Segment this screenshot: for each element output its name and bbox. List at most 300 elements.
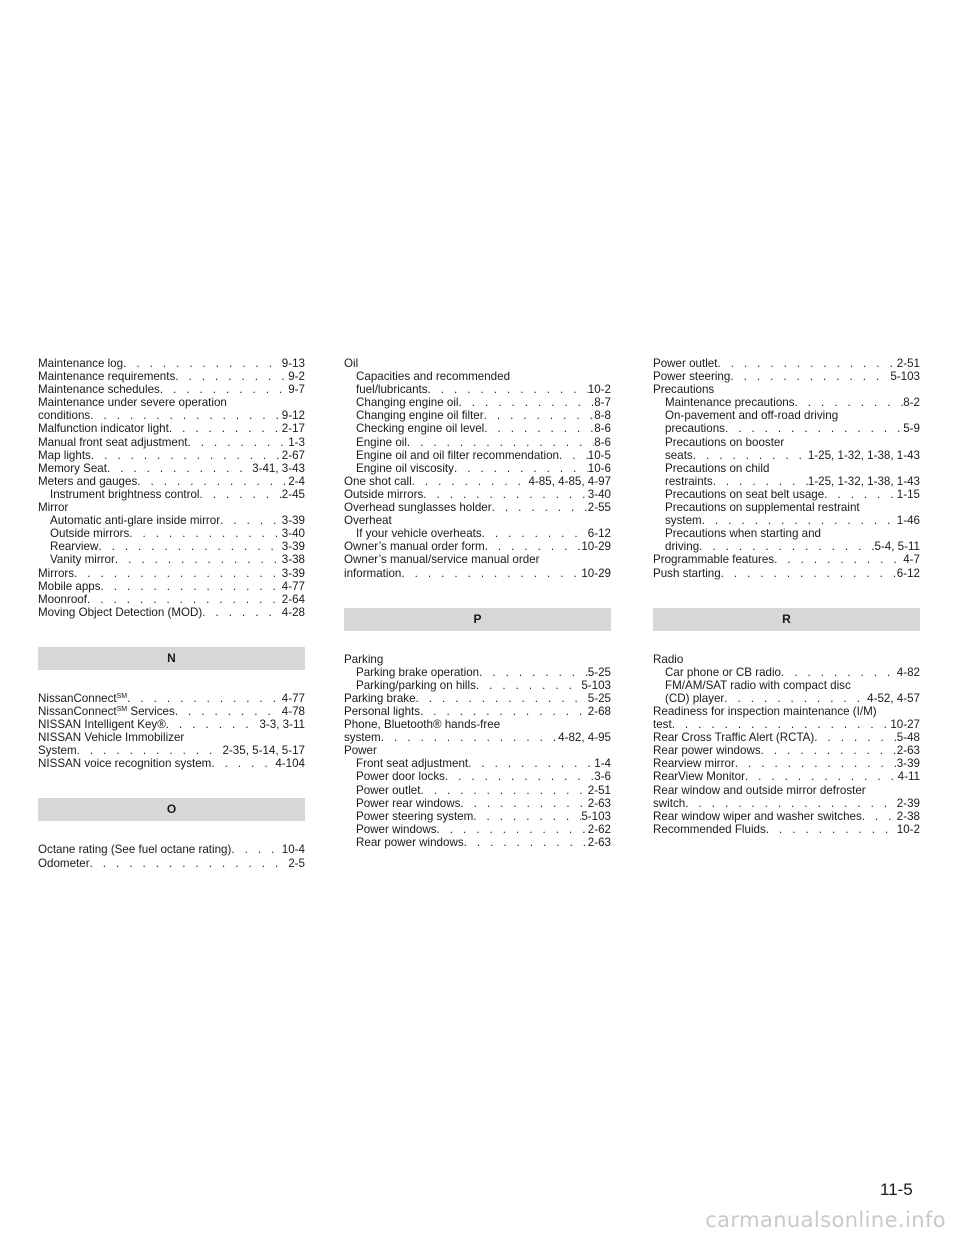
index-entry bbox=[344, 449, 611, 462]
entry-label: system bbox=[344, 731, 381, 745]
entry-label: NissanConnect bbox=[38, 691, 117, 705]
dot-leader bbox=[717, 357, 896, 370]
dot-leader bbox=[129, 527, 282, 540]
index-entry bbox=[653, 731, 920, 744]
index-column-1 bbox=[38, 357, 305, 870]
index-heading: Maintenance under severe operation bbox=[38, 396, 227, 410]
index-entry bbox=[344, 666, 611, 679]
entry-page-ref: 2-4 bbox=[288, 474, 305, 488]
index-entry bbox=[344, 436, 611, 449]
entry-label: Front seat adjustment bbox=[356, 757, 469, 771]
entry-page-ref: 4-82, 4-95 bbox=[558, 731, 611, 745]
dot-leader bbox=[460, 797, 587, 810]
dot-leader bbox=[713, 475, 808, 488]
dot-leader bbox=[464, 836, 588, 849]
entry-label: fuel/lubricants bbox=[356, 383, 428, 397]
index-heading: Owner’s manual/service manual order bbox=[344, 553, 540, 567]
index-entry bbox=[653, 718, 920, 731]
dot-leader bbox=[127, 692, 282, 705]
index-entry bbox=[344, 501, 611, 514]
entry-page-ref: 3-38 bbox=[281, 553, 305, 567]
index-entry bbox=[344, 396, 611, 409]
entry-label: Power outlet bbox=[356, 783, 421, 797]
entry-label: Parking brake operation bbox=[356, 665, 480, 679]
entry-page-ref: 2-64 bbox=[281, 592, 305, 606]
index-entry bbox=[38, 567, 305, 580]
dot-leader bbox=[77, 744, 223, 757]
dot-leader bbox=[107, 462, 252, 475]
page-number: 11-5 bbox=[880, 1180, 913, 1199]
entry-page-ref: 9-13 bbox=[281, 357, 305, 370]
dot-leader bbox=[479, 666, 588, 679]
index-entry bbox=[344, 784, 611, 797]
index-heading: Phone, Bluetooth® hands-free bbox=[344, 718, 501, 732]
index-entry bbox=[38, 843, 305, 856]
index-entry bbox=[653, 666, 920, 679]
entry-label: Recommended Fluids bbox=[653, 822, 766, 836]
index-entry bbox=[344, 810, 611, 823]
index-entry bbox=[344, 705, 611, 718]
dot-leader bbox=[693, 449, 808, 462]
dot-leader bbox=[200, 488, 282, 501]
index-entry bbox=[653, 567, 920, 580]
entry-page-ref: 8-6 bbox=[594, 435, 611, 449]
index-entry bbox=[38, 514, 305, 527]
index-entry bbox=[38, 606, 305, 619]
index-entry bbox=[38, 593, 305, 606]
index-entry bbox=[653, 540, 920, 553]
index-heading: Precautions when starting and bbox=[665, 527, 821, 541]
entry-label: Memory Seat bbox=[38, 461, 107, 475]
index-entry bbox=[344, 527, 611, 540]
index-heading: FM/AM/SAT radio with compact disc bbox=[665, 678, 851, 692]
dot-leader bbox=[74, 567, 282, 580]
index-entry bbox=[344, 488, 611, 501]
entry-label: Changing engine oil bbox=[356, 396, 459, 410]
dot-leader bbox=[407, 436, 594, 449]
index-heading: Precautions on child bbox=[665, 461, 770, 475]
dot-leader bbox=[862, 810, 897, 823]
index-heading: Precautions on supplemental restraint bbox=[665, 501, 860, 515]
entry-page-ref: 2-63 bbox=[587, 796, 611, 810]
entry-label: Precautions on seat belt usage bbox=[665, 487, 825, 501]
entry-label: Changing engine oil filter bbox=[356, 409, 484, 423]
index-entry bbox=[38, 488, 305, 501]
index-heading: Radio bbox=[653, 652, 684, 666]
index-entry bbox=[653, 797, 920, 810]
entry-page-ref: 5-25 bbox=[587, 691, 611, 705]
index-entry bbox=[38, 705, 305, 718]
entry-page-ref: 1-25, 1-32, 1-38, 1-43 bbox=[807, 448, 920, 462]
index-heading: NISSAN Vehicle Immobilizer bbox=[38, 731, 185, 745]
index-heading: Mirror bbox=[38, 501, 69, 515]
entry-label: Overhead sunglasses holder bbox=[344, 501, 492, 515]
entry-label: Power door locks bbox=[356, 770, 445, 784]
dot-leader bbox=[485, 540, 582, 553]
index-entry bbox=[653, 396, 920, 409]
entry-page-ref: 9-12 bbox=[281, 409, 305, 423]
entry-page-ref: 3-6 bbox=[594, 770, 611, 784]
entry-label: Power windows bbox=[356, 822, 437, 836]
entry-page-ref: 1-25, 1-32, 1-38, 1-43 bbox=[807, 474, 920, 488]
entry-label: Rearview mirror bbox=[653, 757, 735, 771]
index-entry bbox=[38, 422, 305, 435]
entry-label: Moving Object Detection (MOD) bbox=[38, 605, 203, 619]
dot-leader bbox=[202, 606, 281, 619]
index-entry bbox=[344, 731, 611, 744]
entry-label: system bbox=[665, 514, 702, 528]
service-mark: SM bbox=[116, 705, 128, 713]
index-entry bbox=[38, 527, 305, 540]
entry-label: test bbox=[653, 718, 672, 732]
dot-leader bbox=[87, 593, 282, 606]
entry-label: seats bbox=[665, 448, 693, 462]
index-entry bbox=[38, 462, 305, 475]
dot-leader bbox=[416, 692, 588, 705]
dot-leader bbox=[137, 475, 288, 488]
index-entry bbox=[653, 744, 920, 757]
index-entry bbox=[38, 718, 305, 731]
entry-page-ref: 6-12 bbox=[896, 566, 920, 580]
dot-leader bbox=[814, 731, 897, 744]
service-mark: SM bbox=[116, 692, 128, 700]
index-entry bbox=[344, 462, 611, 475]
entry-page-ref: 10-2 bbox=[896, 822, 920, 836]
entry-label: Maintenance precautions bbox=[665, 396, 795, 410]
entry-label: One shot call bbox=[344, 474, 412, 488]
entry-page-ref: 3-41, 3-43 bbox=[252, 461, 305, 475]
dot-leader bbox=[115, 553, 282, 566]
entry-page-ref: 3-39 bbox=[281, 514, 305, 528]
entry-page-ref: 10-27 bbox=[890, 718, 920, 732]
entry-label: NISSAN Intelligent Key® bbox=[38, 718, 166, 732]
dot-leader bbox=[699, 540, 874, 553]
dot-leader bbox=[766, 823, 897, 836]
entry-page-ref: 3-40 bbox=[587, 487, 611, 501]
entry-page-ref: 3-3, 3-11 bbox=[259, 718, 305, 732]
entry-label: Instrument brightness control bbox=[50, 487, 200, 501]
index-entry bbox=[38, 383, 305, 396]
entry-label: If your vehicle overheats bbox=[356, 527, 482, 541]
index-entry bbox=[653, 449, 920, 462]
dot-leader bbox=[445, 770, 594, 783]
entry-page-ref: 3-39 bbox=[281, 540, 305, 554]
index-entry bbox=[38, 357, 305, 370]
index-entry bbox=[38, 370, 305, 383]
entry-page-ref: 2-63 bbox=[896, 744, 920, 758]
entry-page-ref: 8-2 bbox=[903, 396, 920, 410]
index-entry bbox=[653, 823, 920, 836]
entry-page-ref: 4-78 bbox=[281, 704, 305, 718]
index-entry bbox=[344, 567, 611, 580]
dot-leader bbox=[420, 784, 587, 797]
dot-leader bbox=[473, 810, 581, 823]
entry-page-ref: 4-77 bbox=[281, 579, 305, 593]
entry-label: Maintenance requirements bbox=[38, 370, 176, 384]
dot-leader bbox=[476, 679, 581, 692]
dot-leader bbox=[412, 475, 529, 488]
entry-page-ref: 4-7 bbox=[903, 553, 920, 567]
dot-leader bbox=[381, 731, 558, 744]
entry-label: restraints bbox=[665, 474, 713, 488]
watermark-text: carmanualsonline.info bbox=[705, 1208, 946, 1232]
entry-page-ref: 4-52, 4-57 bbox=[867, 691, 920, 705]
dot-leader bbox=[824, 488, 897, 501]
entry-page-ref: 6-12 bbox=[587, 527, 611, 541]
entry-page-ref: 2-39 bbox=[896, 796, 920, 810]
dot-leader bbox=[724, 692, 867, 705]
index-entry bbox=[344, 823, 611, 836]
index-column-3 bbox=[653, 357, 920, 836]
index-entry bbox=[344, 797, 611, 810]
dot-leader bbox=[188, 436, 289, 449]
entry-label: Outside mirrors bbox=[344, 487, 424, 501]
dot-leader bbox=[484, 422, 594, 435]
entry-page-ref: 4-104 bbox=[275, 757, 305, 771]
index-entry bbox=[653, 757, 920, 770]
entry-label-suffix: Services bbox=[127, 704, 175, 718]
index-entry bbox=[653, 488, 920, 501]
index-entry bbox=[653, 475, 920, 488]
entry-label: Rearview bbox=[50, 540, 99, 554]
dot-leader bbox=[91, 449, 282, 462]
entry-label: Map lights bbox=[38, 448, 91, 462]
entry-label: Mirrors bbox=[38, 566, 75, 580]
entry-page-ref: 2-55 bbox=[587, 501, 611, 515]
dot-leader bbox=[725, 422, 903, 435]
index-entry bbox=[38, 409, 305, 422]
entry-page-ref: 3-39 bbox=[896, 757, 920, 771]
entry-label: Engine oil and oil filter recommendation bbox=[356, 448, 560, 462]
entry-page-ref: 1-15 bbox=[896, 487, 920, 501]
entry-label: Maintenance log bbox=[38, 357, 124, 370]
entry-page-ref: 1-46 bbox=[896, 514, 920, 528]
index-heading: Power bbox=[344, 744, 377, 758]
entry-label: Power steering bbox=[653, 370, 731, 384]
index-entry bbox=[344, 692, 611, 705]
index-entry bbox=[344, 836, 611, 849]
entry-label: precautions bbox=[665, 422, 725, 436]
index-entry bbox=[653, 810, 920, 823]
index-heading: Precautions bbox=[653, 383, 715, 397]
entry-page-ref: 4-85, 4-85, 4-97 bbox=[528, 474, 611, 488]
entry-page-ref: 2-35, 5-14, 5-17 bbox=[222, 744, 305, 758]
entry-page-ref: 10-4 bbox=[281, 843, 305, 857]
entry-page-ref: 2-51 bbox=[896, 357, 920, 370]
index-entry bbox=[38, 436, 305, 449]
entry-label: Parking/parking on hills bbox=[356, 678, 476, 692]
dot-leader bbox=[761, 744, 897, 757]
entry-label: Power steering system bbox=[356, 809, 474, 823]
entry-label: Maintenance schedules bbox=[38, 383, 160, 397]
index-entry bbox=[38, 692, 305, 705]
dot-leader bbox=[730, 370, 890, 383]
dot-leader bbox=[220, 514, 282, 527]
dot-leader bbox=[468, 757, 594, 770]
section-header: O bbox=[38, 798, 305, 821]
index-entry bbox=[344, 540, 611, 553]
entry-page-ref: 8-6 bbox=[594, 422, 611, 436]
index-entry bbox=[344, 679, 611, 692]
entry-label: Mobile apps bbox=[38, 579, 101, 593]
dot-leader bbox=[123, 357, 282, 370]
entry-page-ref: 2-17 bbox=[281, 422, 305, 436]
dot-leader bbox=[672, 718, 891, 731]
entry-page-ref: 4-77 bbox=[281, 691, 305, 705]
entry-label: Rear power windows bbox=[356, 835, 464, 849]
index-heading: Oil bbox=[344, 357, 359, 370]
entry-page-ref: 10-5 bbox=[587, 448, 611, 462]
entry-label: Malfunction indicator light bbox=[38, 422, 169, 436]
index-entry bbox=[653, 514, 920, 527]
entry-page-ref: 3-40 bbox=[281, 527, 305, 541]
index-entry bbox=[38, 475, 305, 488]
index-entry bbox=[344, 409, 611, 422]
dot-leader bbox=[795, 396, 904, 409]
entry-page-ref: 3-39 bbox=[281, 566, 305, 580]
index-column-2 bbox=[344, 357, 611, 849]
entry-label: Odometer bbox=[38, 856, 90, 870]
index-heading: Precautions on booster bbox=[665, 435, 785, 449]
entry-label: Power outlet bbox=[653, 357, 718, 370]
index-heading: Parking bbox=[344, 652, 384, 666]
dot-leader bbox=[492, 501, 588, 514]
entry-page-ref: 5-103 bbox=[890, 370, 920, 384]
index-entry bbox=[38, 540, 305, 553]
index-heading: On-pavement and off-road driving bbox=[665, 409, 839, 423]
entry-label: Vanity mirror bbox=[50, 553, 115, 567]
dot-leader bbox=[702, 514, 897, 527]
index-entry bbox=[344, 757, 611, 770]
entry-label: Automatic anti-glare inside mirror bbox=[50, 514, 221, 528]
section-header: N bbox=[38, 647, 305, 670]
entry-label: Moonroof bbox=[38, 592, 87, 606]
index-entry bbox=[38, 857, 305, 870]
dot-leader bbox=[459, 396, 595, 409]
entry-page-ref: 4-82 bbox=[896, 665, 920, 679]
entry-label: switch bbox=[653, 796, 686, 810]
index-heading: Overheat bbox=[344, 514, 392, 528]
dot-leader bbox=[90, 409, 282, 422]
dot-leader bbox=[437, 823, 588, 836]
entry-label: conditions bbox=[38, 409, 91, 423]
index-entry bbox=[653, 422, 920, 435]
dot-leader bbox=[401, 567, 581, 580]
entry-page-ref: 2-62 bbox=[587, 822, 611, 836]
entry-label: Engine oil bbox=[356, 435, 407, 449]
entry-label: information bbox=[344, 566, 402, 580]
section-header: R bbox=[653, 608, 920, 631]
dot-leader bbox=[101, 580, 282, 593]
entry-label: Car phone or CB radio bbox=[665, 665, 781, 679]
entry-page-ref: 4-28 bbox=[281, 605, 305, 619]
dot-leader bbox=[428, 383, 588, 396]
entry-page-ref: 5-103 bbox=[581, 678, 611, 692]
entry-page-ref: 10-29 bbox=[581, 540, 611, 554]
entry-label: (CD) player bbox=[665, 691, 725, 705]
entry-page-ref: 9-2 bbox=[288, 370, 305, 384]
dot-leader bbox=[166, 718, 260, 731]
entry-label: Rear Cross Traffic Alert (RCTA) bbox=[653, 731, 815, 745]
entry-page-ref: 10-6 bbox=[587, 461, 611, 475]
dot-leader bbox=[90, 857, 289, 870]
dot-leader bbox=[685, 797, 897, 810]
entry-page-ref: 8-7 bbox=[594, 396, 611, 410]
dot-leader bbox=[169, 422, 282, 435]
entry-page-ref: 2-38 bbox=[896, 809, 920, 823]
section-header: P bbox=[344, 608, 611, 631]
entry-label: Outside mirrors bbox=[50, 527, 130, 541]
entry-label: RearView Monitor bbox=[653, 770, 745, 784]
entry-page-ref: 2-67 bbox=[281, 448, 305, 462]
entry-page-ref: 2-51 bbox=[587, 783, 611, 797]
dot-leader bbox=[160, 383, 288, 396]
entry-page-ref: 2-63 bbox=[587, 835, 611, 849]
entry-page-ref: 9-7 bbox=[288, 383, 305, 397]
entry-page-ref: 5-9 bbox=[903, 422, 920, 436]
entry-page-ref: 4-11 bbox=[897, 770, 920, 784]
entry-label: Power rear windows bbox=[356, 796, 461, 810]
entry-page-ref: 8-8 bbox=[594, 409, 611, 423]
index-entry bbox=[344, 770, 611, 783]
entry-label: Engine oil viscosity bbox=[356, 461, 454, 475]
entry-page-ref: 10-2 bbox=[587, 383, 611, 397]
dot-leader bbox=[745, 770, 898, 783]
entry-label: Parking brake bbox=[344, 691, 416, 705]
index-entry bbox=[38, 449, 305, 462]
dot-leader bbox=[781, 666, 897, 679]
index-entry bbox=[38, 580, 305, 593]
entry-label: Programmable features bbox=[653, 553, 775, 567]
dot-leader bbox=[231, 843, 281, 856]
entry-page-ref: 5-4, 5-11 bbox=[874, 540, 920, 554]
index-entry bbox=[653, 692, 920, 705]
entry-label: Checking engine oil level bbox=[356, 422, 485, 436]
entry-page-ref: 1-3 bbox=[288, 435, 305, 449]
entry-label: Personal lights bbox=[344, 704, 421, 718]
entry-page-ref: 5-25 bbox=[587, 665, 611, 679]
entry-label: Octane rating (See fuel octane rating) bbox=[38, 843, 232, 857]
dot-leader bbox=[423, 488, 588, 501]
index-entry bbox=[38, 757, 305, 770]
entry-label: Rear power windows bbox=[653, 744, 761, 758]
index-entry bbox=[38, 553, 305, 566]
dot-leader bbox=[420, 705, 588, 718]
dot-leader bbox=[484, 409, 595, 422]
entry-label: System bbox=[38, 744, 77, 758]
index-heading: Rear window and outside mirror defroster bbox=[653, 783, 866, 797]
entry-page-ref: 5-103 bbox=[581, 809, 611, 823]
entry-label: NISSAN voice recognition system bbox=[38, 757, 212, 771]
entry-label: Owner’s manual order form bbox=[344, 540, 485, 554]
entry-label: Push starting bbox=[653, 566, 721, 580]
dot-leader bbox=[482, 527, 588, 540]
index-entry bbox=[653, 357, 920, 370]
entry-page-ref: 2-68 bbox=[587, 704, 611, 718]
entry-page-ref: 1-4 bbox=[594, 757, 611, 771]
dot-leader bbox=[175, 705, 282, 718]
dot-leader bbox=[774, 553, 903, 566]
dot-leader bbox=[454, 462, 588, 475]
index-heading: Readiness for inspection maintenance (I/M) bbox=[653, 704, 877, 718]
index-entry bbox=[653, 553, 920, 566]
index-heading: Capacities and recommended bbox=[356, 370, 511, 384]
dot-leader bbox=[175, 370, 288, 383]
index-entry bbox=[653, 770, 920, 783]
index-entry bbox=[344, 422, 611, 435]
dot-leader bbox=[559, 449, 588, 462]
entry-page-ref: 10-29 bbox=[581, 566, 611, 580]
